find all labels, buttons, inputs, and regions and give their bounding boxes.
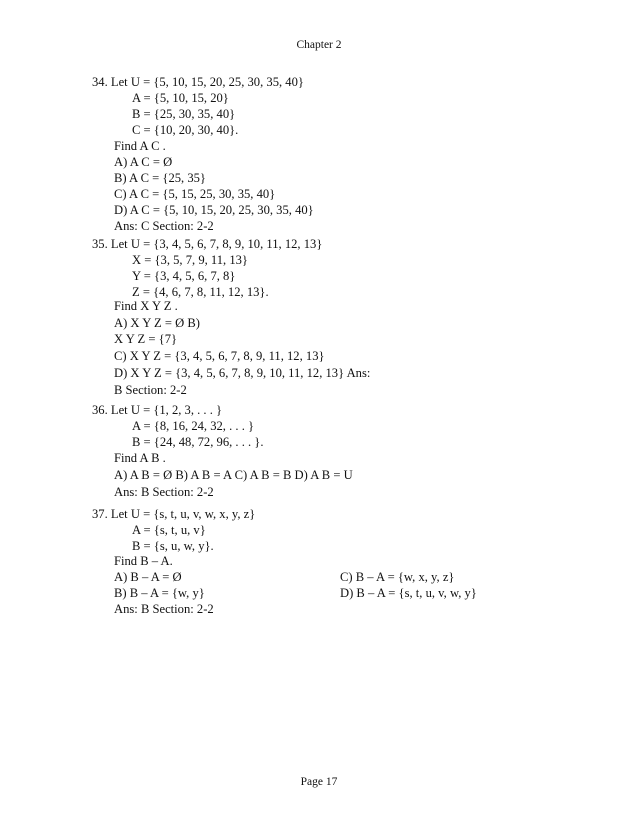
question-35-set-z: Z = {4, 6, 7, 8, 11, 12, 13}.: [132, 285, 269, 299]
question-35-option-c: C) X Y Z = {3, 4, 5, 6, 7, 8, 9, 11, 12, 13}: [114, 349, 325, 363]
question-36-find: Find A B .: [114, 451, 166, 465]
question-37-option-d: D) B – A = {s, t, u, v, w, y}: [340, 586, 477, 600]
page-footer: Page 17: [300, 776, 338, 788]
question-37-set-a: A = {s, t, u, v}: [132, 523, 206, 537]
question-34-stem: 34. Let U = {5, 10, 15, 20, 25, 30, 35, 40}: [92, 75, 304, 89]
page-header: Chapter 2: [296, 39, 342, 51]
question-37-option-c: C) B – A = {w, x, y, z}: [340, 570, 455, 584]
question-36-options: A) A B = Ø B) A B = A C) A B = B D) A B = U: [114, 468, 353, 482]
question-34-option-c: C) A C = {5, 15, 25, 30, 35, 40}: [114, 187, 276, 201]
question-36-set-b: B = {24, 48, 72, 96, . . . }.: [132, 435, 264, 449]
question-34-answer: Ans: C Section: 2-2: [114, 219, 214, 233]
question-34-set-c: C = {10, 20, 30, 40}.: [132, 123, 239, 137]
question-36-set-a: A = {8, 16, 24, 32, . . . }: [132, 419, 255, 433]
question-37-find: Find B – A.: [114, 554, 173, 568]
question-37-option-a: A) B – A = Ø: [114, 570, 182, 584]
question-34-option-b: B) A C = {25, 35}: [114, 171, 206, 185]
question-36-stem: 36. Let U = {1, 2, 3, . . . }: [92, 403, 223, 417]
question-37-answer: Ans: B Section: 2-2: [114, 602, 214, 616]
question-35-option-a: A) X Y Z = Ø B): [114, 316, 200, 330]
question-34-set-a: A = {5, 10, 15, 20}: [132, 91, 229, 105]
question-34-option-d: D) A C = {5, 10, 15, 20, 25, 30, 35, 40}: [114, 203, 314, 217]
question-36-answer: Ans: B Section: 2-2: [114, 485, 214, 499]
question-34-option-a: A) A C = Ø: [114, 155, 173, 169]
question-37-option-b: B) B – A = {w, y}: [114, 586, 205, 600]
question-34-set-b: B = {25, 30, 35, 40}: [132, 107, 236, 121]
question-35-answer: B Section: 2-2: [114, 383, 187, 397]
question-35-set-y: Y = {3, 4, 5, 6, 7, 8}: [132, 269, 236, 283]
question-35-find: Find X Y Z .: [114, 299, 178, 313]
question-35-option-d: D) X Y Z = {3, 4, 5, 6, 7, 8, 9, 10, 11, 12, 13} Ans:: [114, 366, 371, 380]
question-37-stem: 37. Let U = {s, t, u, v, w, x, y, z}: [92, 507, 256, 521]
question-35-stem: 35. Let U = {3, 4, 5, 6, 7, 8, 9, 10, 11, 12, 13}: [92, 237, 323, 251]
question-35-set-x: X = {3, 5, 7, 9, 11, 13}: [132, 253, 248, 267]
question-34-find: Find A C .: [114, 139, 166, 153]
question-37-set-b: B = {s, u, w, y}.: [132, 539, 214, 553]
question-35-option-b: X Y Z = {7}: [114, 332, 178, 346]
